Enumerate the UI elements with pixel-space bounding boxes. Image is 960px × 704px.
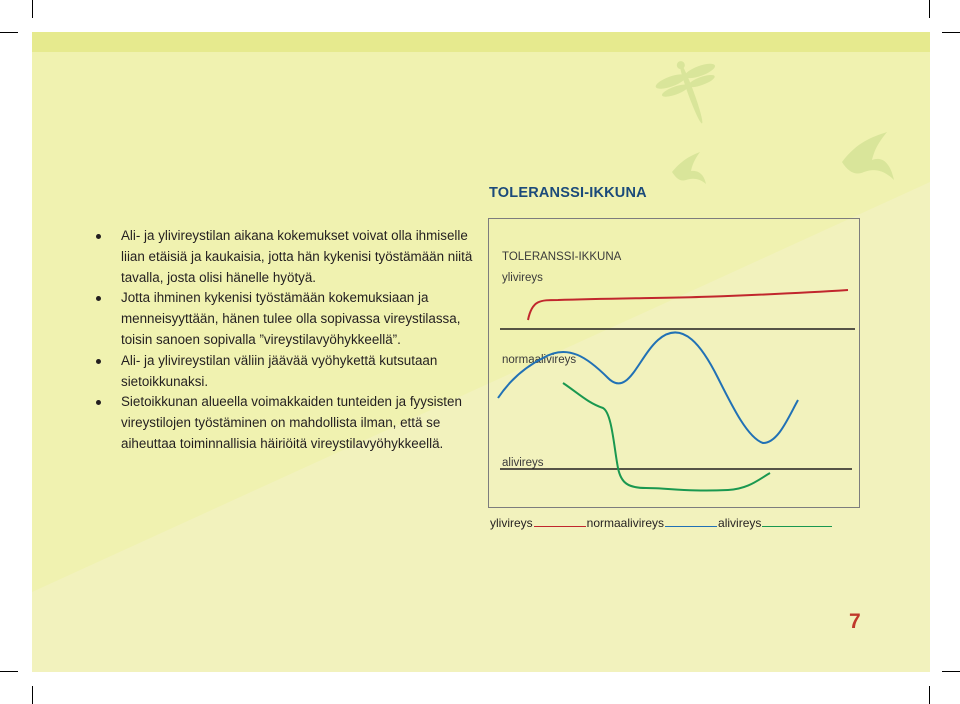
bullet-item	[95, 392, 475, 454]
red-curve-ylivireys	[528, 290, 848, 320]
blue-curve-normaalivireys	[498, 332, 798, 443]
legend-label-ylivireys: ylivireys	[490, 516, 533, 530]
diagram-legend	[490, 516, 833, 530]
tolerance-window-diagram	[488, 218, 860, 508]
diagram-title: TOLERANSSI-IKKUNA	[502, 251, 622, 263]
crop-mark	[942, 671, 960, 672]
bullet-dot	[96, 296, 101, 301]
crop-mark	[942, 32, 960, 33]
legend-line-blue	[665, 526, 717, 527]
bullet-text: Ali- ja ylivireystilan väliin jäävää vyöhykettä kutsutaan sietoikkunaksi.	[121, 352, 438, 389]
crop-mark	[0, 671, 18, 672]
crop-mark	[32, 686, 33, 704]
legend-label-alivireys: alivireys	[718, 516, 762, 530]
bullet-list	[95, 226, 475, 455]
bullet-dot	[96, 359, 101, 364]
legend-line-red	[534, 526, 586, 527]
bullet-text: Ali- ja ylivireystilan aikana kokemukset voivat olla ihmiselle liian etäisiä ja kaukaisia, jotta hän kykenisi työstämään niitä tavalla, josta olisi hänelle hyötyä.	[121, 228, 473, 285]
bullet-text: Jotta ihminen kykenisi työstämään kokemuksiaan ja menneisyyttään, hänen tulee olla sopivassa vireystilassa, toisin sanoen sopivalla ”vireystilavyöhykkeellä”.	[121, 290, 461, 347]
crop-mark	[929, 686, 930, 704]
legend-label-normaalivireys: normaalivireys	[586, 516, 665, 530]
crop-mark	[929, 0, 930, 18]
bullet-text: Sietoikkunan alueella voimakkaiden tunteiden ja fyysisten vireystilojen työstäminen on mahdollista ilman, että se aiheuttaa toiminnallisia häiriöitä vireystilavyöhykkeellä.	[121, 394, 462, 451]
crop-mark	[32, 0, 33, 18]
bullet-dot	[96, 234, 101, 239]
page-number: 7	[849, 610, 861, 633]
label-ylivireys: ylivireys	[502, 272, 543, 284]
label-normaalivireys: normaalivireys	[502, 354, 577, 366]
bullet-item	[95, 288, 475, 350]
section-title: TOLERANSSI-IKKUNA	[489, 185, 647, 201]
legend-line-green	[762, 526, 832, 527]
crop-mark	[0, 32, 18, 33]
green-curve-alivireys	[563, 383, 770, 491]
bullet-dot	[96, 400, 101, 405]
bullet-item	[95, 351, 475, 393]
bullet-item	[95, 226, 475, 288]
label-alivireys: alivireys	[502, 457, 544, 469]
